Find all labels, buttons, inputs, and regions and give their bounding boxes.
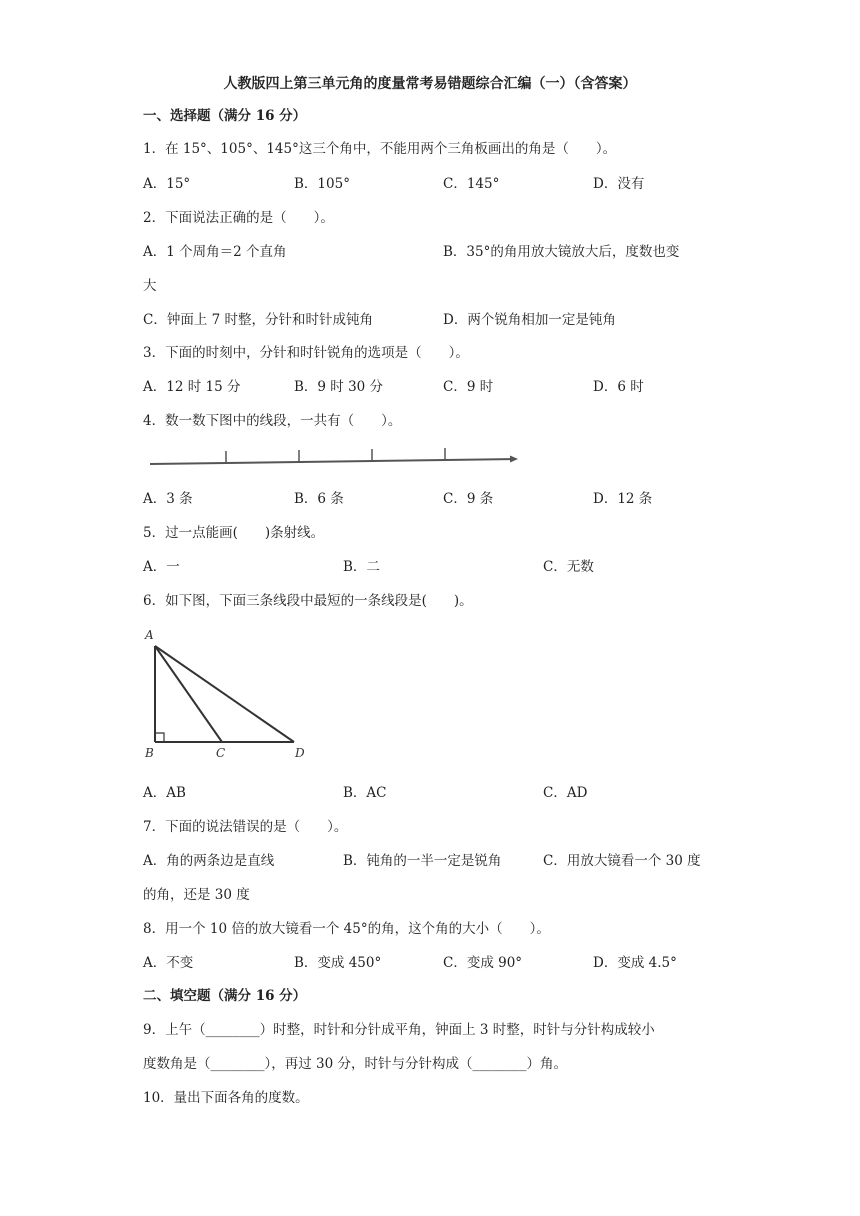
question-4-option-c: C．9 条 — [443, 491, 494, 507]
question-10-stem: 10．量出下面各角的度数。 — [143, 1090, 309, 1106]
label-d: D — [295, 746, 305, 760]
question-2-option-d: D．两个锐角相加一定是钝角 — [443, 312, 616, 328]
question-6-stem: 6．如下图，下面三条线段中最短的一条线段是( )。 — [143, 593, 473, 609]
question-1-option-a: A．15° — [143, 176, 191, 192]
triangle-figure — [140, 626, 320, 766]
label-c: C — [216, 746, 226, 760]
question-2-option-b-continued: 大 — [143, 278, 157, 294]
question-6-option-c: C．AD — [543, 785, 588, 801]
question-4-option-d: D．12 条 — [593, 491, 653, 507]
figure-ray — [150, 459, 516, 464]
question-3-option-d: D．6 时 — [593, 379, 644, 395]
question-4-option-b: B．6 条 — [294, 491, 344, 507]
question-2-stem: 2．下面说法正确的是（ ）。 — [143, 210, 334, 226]
question-7-option-b: B．钝角的一半一定是锐角 — [343, 853, 502, 869]
question-3-option-b: B．9 时 30 分 — [294, 379, 384, 395]
question-6-option-a: A．AB — [143, 785, 186, 801]
question-8-option-b: B．变成 450° — [294, 955, 382, 971]
segment-ad — [155, 646, 294, 742]
section-heading-choice: 一、选择题（满分 16 分） — [143, 108, 307, 124]
question-8-stem: 8．用一个 10 倍的放大镜看一个 45°的角，这个角的大小（ ）。 — [143, 921, 550, 937]
question-9-line-1: 9．上午（________）时整，时针和分针成平角，钟面上 3 时整，时针与分针构成较小 — [143, 1022, 655, 1038]
question-8-option-a: A．不变 — [143, 955, 194, 971]
question-2-option-a: A．1 个周角＝2 个直角 — [143, 244, 287, 260]
right-angle-mark — [155, 733, 164, 742]
question-7-option-a: A．角的两条边是直线 — [143, 853, 275, 869]
label-b: B — [145, 746, 154, 760]
question-2-option-c: C．钟面上 7 时整，分针和时针成钝角 — [143, 312, 374, 328]
question-7-stem: 7．下面的说法错误的是（ ）。 — [143, 819, 348, 835]
question-1-option-b: B．105° — [294, 176, 350, 192]
figure-arrowhead — [510, 456, 518, 463]
question-9-line-2: 度数角是（________），再过 30 分，时针与分针构成（________）角。 — [143, 1056, 568, 1072]
section-heading-fill: 二、填空题（满分 16 分） — [143, 988, 307, 1004]
question-7-option-c: C．用放大镜看一个 30 度 — [543, 853, 701, 869]
question-3-option-c: C．9 时 — [443, 379, 494, 395]
question-1-option-c: C．145° — [443, 176, 500, 192]
segment-figure — [146, 445, 526, 475]
question-5-option-b: B．二 — [343, 559, 380, 575]
question-1-option-d: D．没有 — [593, 176, 645, 192]
question-3-option-a: A．12 时 15 分 — [143, 379, 241, 395]
question-5-stem: 5．过一点能画( )条射线。 — [143, 525, 325, 541]
question-2-option-b: B．35°的角用放大镜放大后，度数也变 — [443, 244, 680, 260]
question-8-option-d: D．变成 4.5° — [593, 955, 677, 971]
label-a: A — [145, 628, 154, 642]
question-7-option-c-continued: 的角，还是 30 度 — [143, 887, 250, 903]
question-4-option-a: A．3 条 — [143, 491, 193, 507]
question-4-stem: 4．数一数下图中的线段，一共有（ ）。 — [143, 413, 402, 429]
question-5-option-c: C．无数 — [543, 559, 594, 575]
question-8-option-c: C．变成 90° — [443, 955, 523, 971]
question-5-option-a: A．一 — [143, 559, 180, 575]
question-1-stem: 1．在 15°、105°、145°这三个角中，不能用两个三角板画出的角是（ ）。 — [143, 141, 617, 157]
segment-ac — [155, 646, 222, 742]
question-3-stem: 3．下面的时刻中，分针和时针锐角的选项是（ ）。 — [143, 345, 469, 361]
question-6-option-b: B．AC — [343, 785, 387, 801]
page-title: 人教版四上第三单元角的度量常考易错题综合汇编（一）（含答案） — [223, 76, 637, 92]
